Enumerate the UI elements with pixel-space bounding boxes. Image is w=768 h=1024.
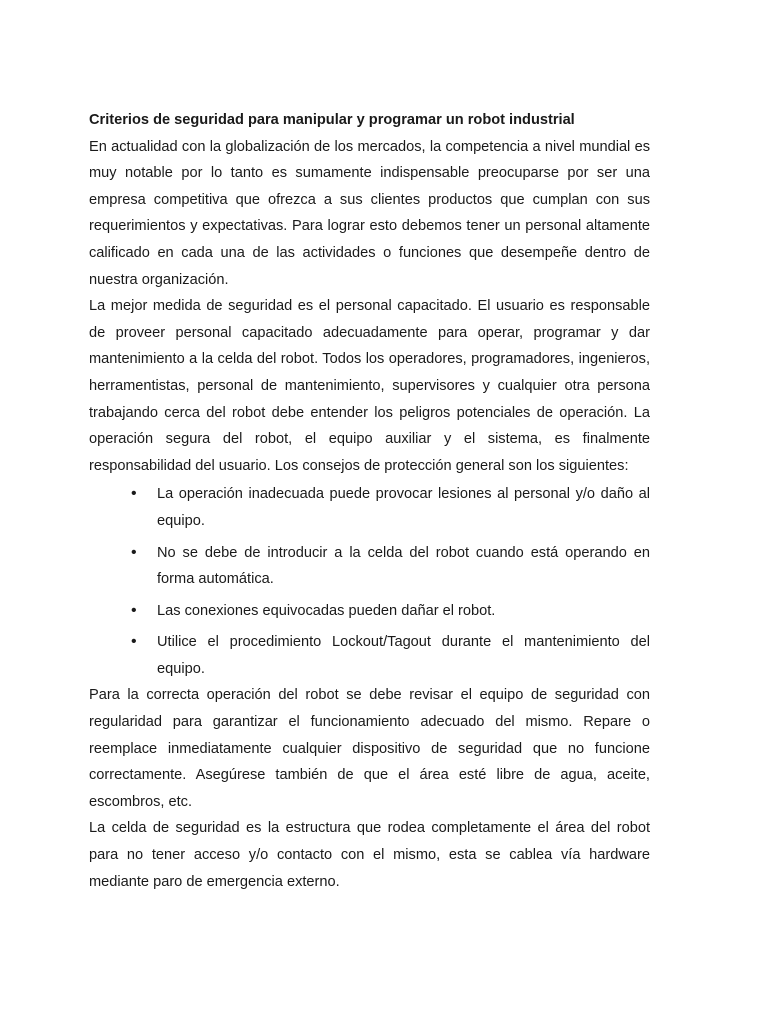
list-item-text: La operación inadecuada puede provocar lesiones al personal y/o daño al equipo. <box>157 486 650 529</box>
list-item <box>89 629 650 682</box>
paragraph-equipment-check: Para la correcta operación del robot se debe revisar el equipo de seguridad con regularidad para garantizar el funcionamiento adecuado del mismo. Repare o reemplace inmediatamente cualquier dispositivo de seguridad que no funcione correctamente. Asegúrese también de que el área esté libre de agua, aceite, escombros, etc. <box>89 687 650 810</box>
bullet-icon: • <box>131 485 137 503</box>
bullet-icon: • <box>131 601 137 619</box>
list-item-text: Las conexiones equivocadas pueden dañar el robot. <box>157 602 496 619</box>
document-title: Criterios de seguridad para manipular y programar un robot industrial <box>89 112 575 128</box>
list-item <box>89 481 650 534</box>
bullet-icon: • <box>131 633 137 651</box>
paragraph-trained-personnel: La mejor medida de seguridad es el personal capacitado. El usuario es responsable de proveer personal capacitado adecuadamente para operar, programar y dar mantenimiento a la celda del robot. Todos los operadores, programadores, ingenieros, herramentistas, personal de mantenimiento, supervisores y cualquier otra persona trabajando cerca del robot debe entender los peligros potenciales de operación. La operación segura del robot, el equipo auxiliar y el sistema, es finalmente responsabilidad del usuario. Los consejos de protección general son los siguientes: <box>89 298 650 474</box>
paragraph-safety-cell: La celda de seguridad es la estructura que rodea completamente el área del robot para no tener acceso y/o contacto con el mismo, esta se cablea vía hardware mediante paro de emergencia externo. <box>89 820 650 890</box>
list-item-text: Utilice el procedimiento Lockout/Tagout durante el mantenimiento del equipo. <box>157 634 650 677</box>
list-item <box>89 598 650 625</box>
safety-tips-list <box>89 481 650 682</box>
paragraph-globalization: En actualidad con la globalización de los mercados, la competencia a nivel mundial es muy notable por lo tanto es sumamente indispensable preocuparse por ser una empresa competitiva que ofrezca a sus clientes productos que cumplan con sus requerimientos y expectativas. Para lograr esto debemos tener un personal altamente calificado en cada una de las actividades o funciones que desempeñe dentro de nuestra organización. <box>89 138 650 288</box>
list-item-text: No se debe de introducir a la celda del robot cuando está operando en forma automática. <box>157 544 650 588</box>
bullet-icon: • <box>131 543 137 561</box>
list-item <box>89 540 650 593</box>
document-page <box>89 107 650 895</box>
